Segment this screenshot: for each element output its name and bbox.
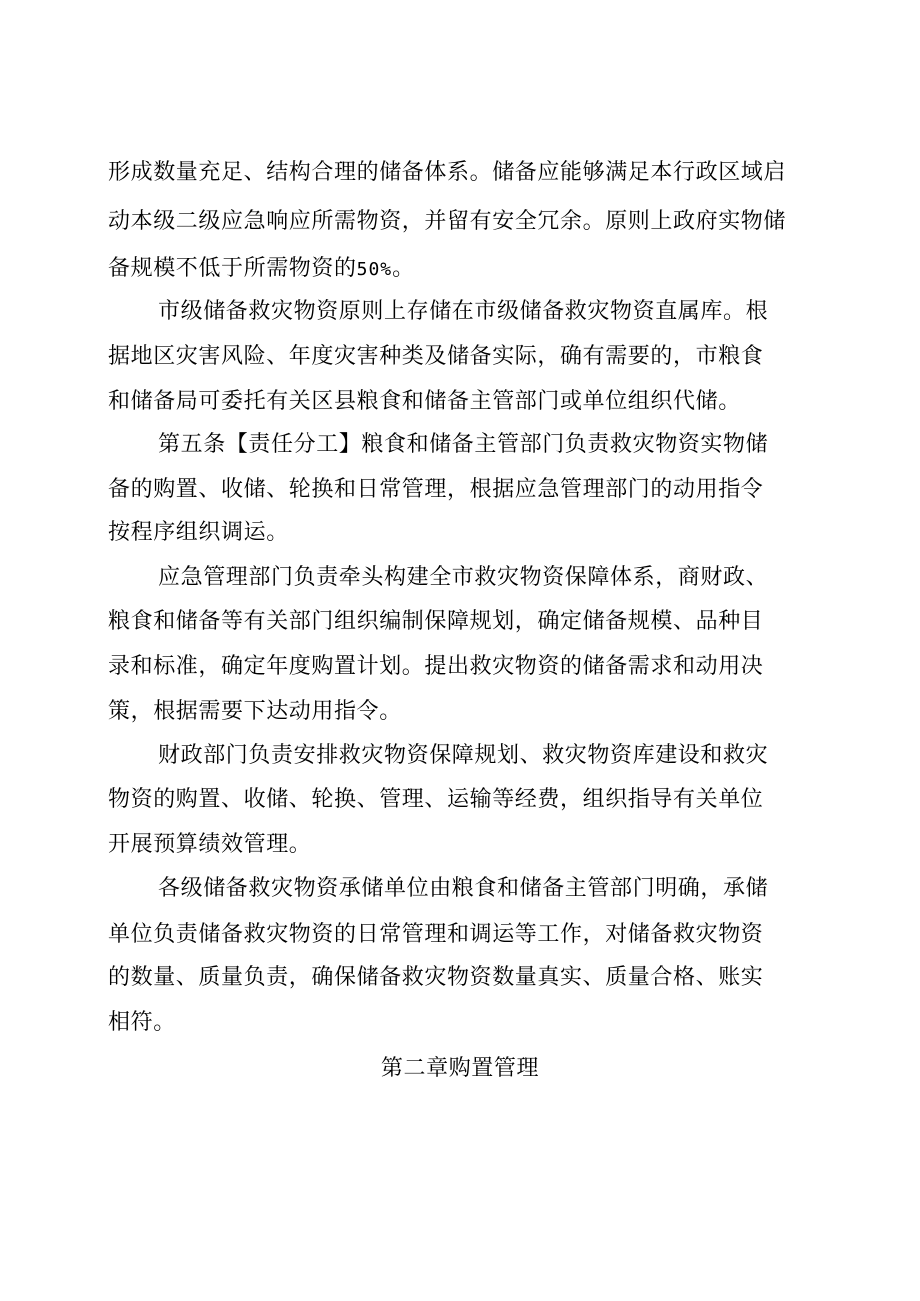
- paragraph-line: 应急管理部门负责牵头构建全市救灾物资保障体系，商财政、: [158, 565, 769, 590]
- paragraph-line: 物资的购置、收储、轮换、管理、运输等经费，组织指导有关单位: [108, 787, 764, 812]
- paragraph-line: 动本级二级应急响应所需物资，并留有安全冗余。原则上政府实物储: [108, 209, 787, 234]
- paragraph-line: 录和标准，确定年度购置计划。提出救灾物资的储备需求和动用决: [108, 654, 764, 679]
- paragraph-line: 策，根据需要下达动用指令。: [108, 699, 402, 724]
- paragraph-line: 据地区灾害风险、年度灾害种类及储备实际，确有需要的，市粮食: [108, 344, 764, 369]
- paragraph-line: 开展预算绩效管理。: [108, 832, 312, 857]
- paragraph-line: 按程序组织调运。: [108, 520, 289, 545]
- paragraph-line: 的数量、质量负责，确保储备救灾物资数量真实、质量合格、账实: [108, 965, 764, 990]
- paragraph-line: 相符。: [108, 1010, 176, 1035]
- paragraph-line: 形成数量充足、结构合理的储备体系。储备应能够满足本行政区域启: [108, 160, 787, 185]
- chapter-heading: 第二章购置管理: [380, 1056, 540, 1081]
- paragraph-line: [108, 254, 415, 285]
- paragraph-line: 第五条【责任分工】粮食和储备主管部门负责救灾物资实物储: [158, 432, 769, 457]
- paragraph-line: 市级储备救灾物资原则上存储在市级储备救灾物资直属库。根: [158, 299, 769, 324]
- paragraph-line: 各级储备救灾物资承储单位由粮食和储备主管部门明确，承储: [158, 876, 769, 901]
- paragraph-text: 。: [392, 256, 415, 281]
- percentage-value: 50%: [356, 259, 393, 280]
- paragraph-line: 备的购置、收储、轮换和日常管理，根据应急管理部门的动用指令: [108, 477, 764, 502]
- paragraph-line: 和储备局可委托有关区县粮食和储备主管部门或单位组织代储。: [108, 389, 741, 414]
- paragraph-line: 财政部门负责安排救灾物资保障规划、救灾物资库建设和救灾: [158, 743, 769, 768]
- paragraph-text: 备规模不低于所需物资的: [108, 256, 357, 281]
- paragraph-line: 粮食和储备等有关部门组织编制保障规划，确定储备规模、品种目: [108, 609, 764, 634]
- paragraph-line: 单位负责储备救灾物资的日常管理和调运等工作，对储备救灾物资: [108, 922, 764, 947]
